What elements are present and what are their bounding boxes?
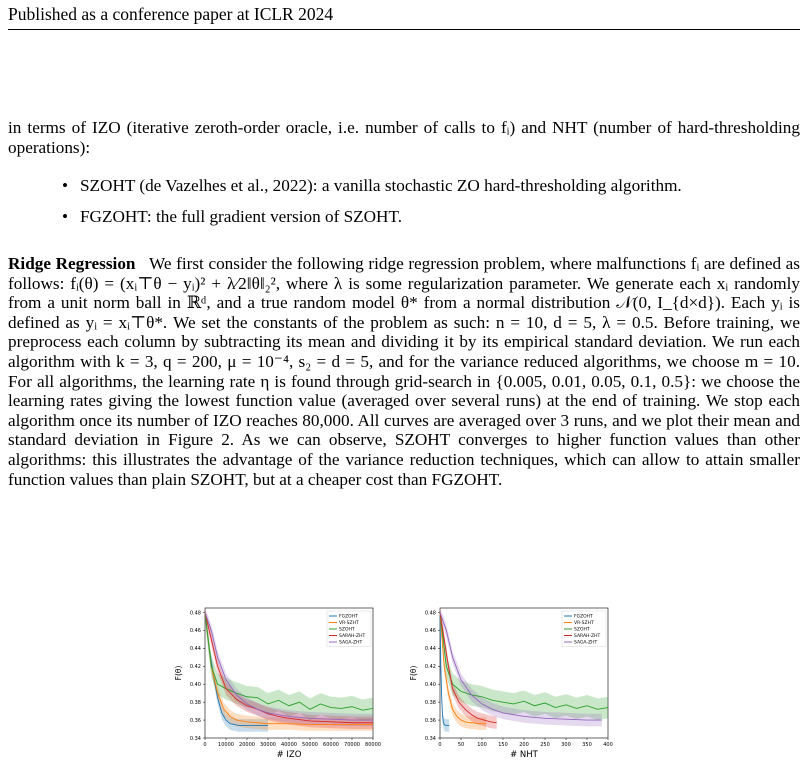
x-tick-label: 400 bbox=[603, 742, 613, 748]
legend-label: VR-SZHT bbox=[339, 621, 359, 627]
y-tick-label: 0.46 bbox=[189, 628, 201, 635]
y-tick-label: 0.40 bbox=[424, 682, 436, 689]
x-tick-label: 150 bbox=[498, 742, 508, 748]
x-tick-label: 40000 bbox=[281, 742, 297, 748]
x-tick-label: 0 bbox=[203, 742, 207, 748]
bullet-icon: • bbox=[62, 206, 69, 226]
y-tick-label: 0.38 bbox=[424, 699, 436, 706]
y-tick-label: 0.34 bbox=[424, 735, 436, 742]
legend-label: FGZOHT bbox=[574, 614, 593, 620]
y-tick-label: 0.36 bbox=[189, 717, 201, 724]
bullet-icon: • bbox=[62, 176, 69, 195]
legend-label: SARAH-ZHT bbox=[339, 634, 366, 640]
running-header: Published as a conference paper at ICLR 2024 bbox=[8, 4, 334, 24]
x-tick-label: 10000 bbox=[218, 742, 234, 748]
x-tick-label: 20000 bbox=[239, 742, 255, 748]
legend-label: SZOHT bbox=[574, 627, 590, 633]
y-tick-label: 0.38 bbox=[189, 699, 201, 706]
izo-chart bbox=[165, 600, 385, 760]
list-item-text: SZOHT (de Vazelhes et al., 2022): a vanilla stochastic ZO hard-thresholding algorithm. bbox=[80, 176, 682, 195]
x-tick-label: 50 bbox=[457, 742, 465, 748]
x-tick-label: 50000 bbox=[302, 742, 318, 748]
y-axis-label: F(θ) bbox=[174, 665, 183, 681]
x-tick-label: 80000 bbox=[365, 742, 381, 748]
y-tick-label: 0.48 bbox=[424, 610, 436, 617]
nht-chart bbox=[400, 600, 620, 760]
ridge-regression-paragraph bbox=[8, 254, 800, 489]
y-tick-label: 0.42 bbox=[189, 664, 201, 671]
y-tick-label: 0.36 bbox=[424, 717, 436, 724]
x-tick-label: 250 bbox=[540, 742, 550, 748]
y-tick-label: 0.46 bbox=[424, 628, 436, 635]
x-axis-label: # NHT bbox=[510, 750, 538, 760]
x-tick-label: 350 bbox=[582, 742, 592, 748]
y-tick-label: 0.44 bbox=[189, 646, 201, 653]
x-tick-label: 30000 bbox=[260, 742, 276, 748]
legend-label: SARAH-ZHT bbox=[574, 634, 601, 640]
y-tick-label: 0.34 bbox=[189, 735, 201, 742]
x-axis-label: # IZO bbox=[276, 750, 302, 760]
legend-label: SAGA-ZHT bbox=[574, 640, 598, 646]
method-list bbox=[60, 176, 682, 237]
x-tick-label: 70000 bbox=[344, 742, 360, 748]
legend-label: FGZOHT bbox=[339, 614, 358, 620]
y-tick-label: 0.48 bbox=[189, 610, 201, 617]
list-item-text: FGZOHT: the full gradient version of SZOHT. bbox=[80, 206, 402, 226]
list-item bbox=[60, 176, 682, 196]
header-rule bbox=[8, 29, 800, 30]
x-tick-label: 300 bbox=[561, 742, 571, 748]
y-tick-label: 0.42 bbox=[424, 664, 436, 671]
paragraph-body: We first consider the following ridge regression problem, where malfunctions fᵢ are defined as follows: fᵢ(θ) = (xᵢ⊤θ − yᵢ)² + λ⁄2‖θ‖₂², where λ is some regularization parameter. We generate each xᵢ randomly from a unit norm ball in ℝᵈ, and a true random model θ* from a normal distribution 𝒩(0, I_{d×d}). Each yᵢ is defined as yᵢ = xᵢ⊤θ*. We set the constants of the problem as such: n = 10, d = 5, λ = 0.5. Before training, we preprocess each column by subtracting its mean and dividing it by its empirical standard deviation. We run each algorithm with k = 3, q = 200, μ = 10⁻⁴, s₂ = d = 5, and for the variance reduced algorithms, we choose m = 10. For all algorithms, the learning rate η is found through grid-search in {0.005, 0.01, 0.05, 0.1, 0.5}: we choose the learning rates giving the lowest function value (averaged over several runs) at the end of training. We stop each algorithm once its number of IZO reaches 80,000. All curves are averaged over 3 runs, and we plot their mean and standard deviation in Figure 2. As we can observe, SZOHT converges to higher function values than other algorithms: this illustrates the advantage of the variance reduction techniques, which can allow to attain smaller function values than plain SZOHT, but at a cheaper cost than FGZOHT. bbox=[8, 254, 800, 489]
legend-label: SZOHT bbox=[339, 627, 355, 633]
y-axis-label: F(θ) bbox=[409, 665, 418, 681]
legend-label: VR-SZHT bbox=[574, 621, 594, 627]
y-tick-label: 0.40 bbox=[189, 682, 201, 689]
intro-paragraph: in terms of IZO (iterative zeroth-order oracle, i.e. number of calls to fᵢ) and NHT (number of hard-thresholding operations): bbox=[8, 118, 800, 157]
list-item bbox=[60, 207, 682, 227]
y-tick-label: 0.44 bbox=[424, 646, 436, 653]
x-tick-label: 100 bbox=[477, 742, 487, 748]
x-tick-label: 0 bbox=[438, 742, 442, 748]
x-tick-label: 60000 bbox=[323, 742, 339, 748]
x-tick-label: 200 bbox=[519, 742, 529, 748]
legend-label: SAGA-ZHT bbox=[339, 640, 363, 646]
paragraph-heading: Ridge Regression bbox=[8, 254, 136, 273]
